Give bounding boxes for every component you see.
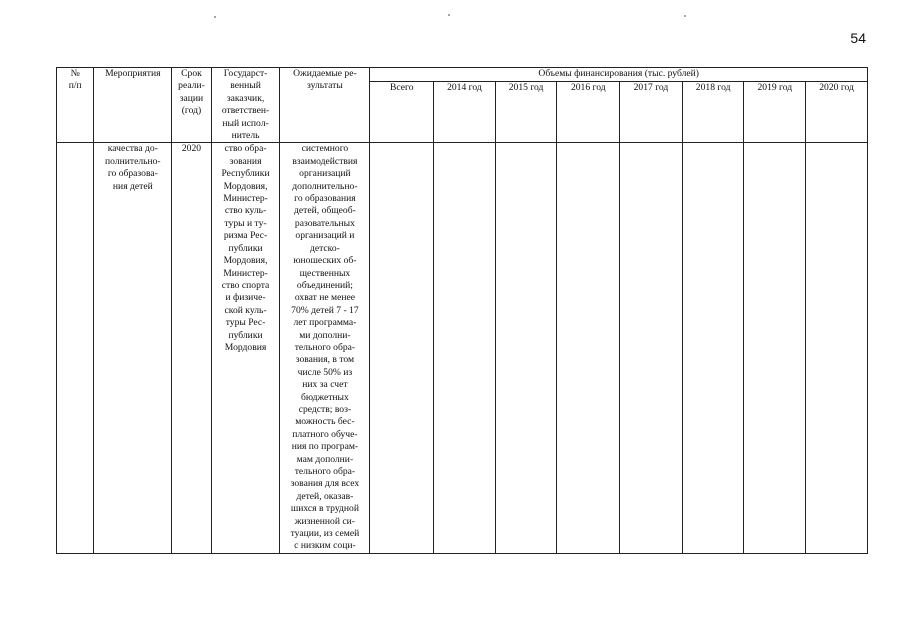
header-year-2020: 2020 год xyxy=(806,81,868,143)
cell-2019 xyxy=(744,143,806,553)
header-funding: Объемы финансирования (тыс. рублей) xyxy=(370,68,868,82)
cell-2014 xyxy=(434,143,496,553)
cell-total xyxy=(370,143,434,553)
scan-speck xyxy=(448,14,450,16)
header-year-2014: 2014 год xyxy=(434,81,496,143)
cell-results: системного взаимодействия организаций дополнительно- го образования детей, общеоб- разовательных организаций и детско- юношеских об- щественных объединений; охват не менее 70% детей 7 - 17 лет программа- ми дополни- тельного обра- зования, в том числе 50% из них за счет бюджетных средств; воз- можность бес- платного обуче- ния по програм- мам дополни- тельного обра- зования для всех детей, оказав- шихся в трудной жизненной си- туации, из семей с низким соци- xyxy=(280,143,370,553)
header-row-top xyxy=(57,68,868,82)
funding-plan-table xyxy=(56,67,868,554)
cell-event: качества до- полнительно- го образова- ния детей xyxy=(94,143,172,553)
cell-2015 xyxy=(495,143,557,553)
cell-2018 xyxy=(682,143,744,553)
header-event: Мероприятия xyxy=(94,68,172,143)
cell-customer: ство обра- зования Республики Мордовия, Министер- ство куль- туры и ту- ризма Рес- публики Мордовия, Министер- ство спорта и физиче- ской куль- туры Рес- публики Мордовия xyxy=(211,143,280,553)
header-year-2015: 2015 год xyxy=(495,81,557,143)
cell-num xyxy=(57,143,94,553)
header-num: № п/п xyxy=(57,68,94,143)
cell-term: 2020 xyxy=(172,143,211,553)
scan-speck xyxy=(214,16,216,18)
page-number: 54 xyxy=(850,30,866,46)
cell-2016 xyxy=(557,143,620,553)
header-year-2016: 2016 год xyxy=(557,81,620,143)
header-results: Ожидаемые ре- зультаты xyxy=(280,68,370,143)
header-year-2019: 2019 год xyxy=(744,81,806,143)
header-year-2017: 2017 год xyxy=(620,81,683,143)
cell-2017 xyxy=(620,143,683,553)
scan-speck xyxy=(684,15,686,17)
header-term: Срок реали- зации (год) xyxy=(172,68,211,143)
header-customer: Государст- венный заказчик, ответствен- ный испол- нитель xyxy=(211,68,280,143)
header-total: Всего xyxy=(370,81,434,143)
cell-2020 xyxy=(806,143,868,553)
table-row xyxy=(57,143,868,553)
header-year-2018: 2018 год xyxy=(682,81,744,143)
